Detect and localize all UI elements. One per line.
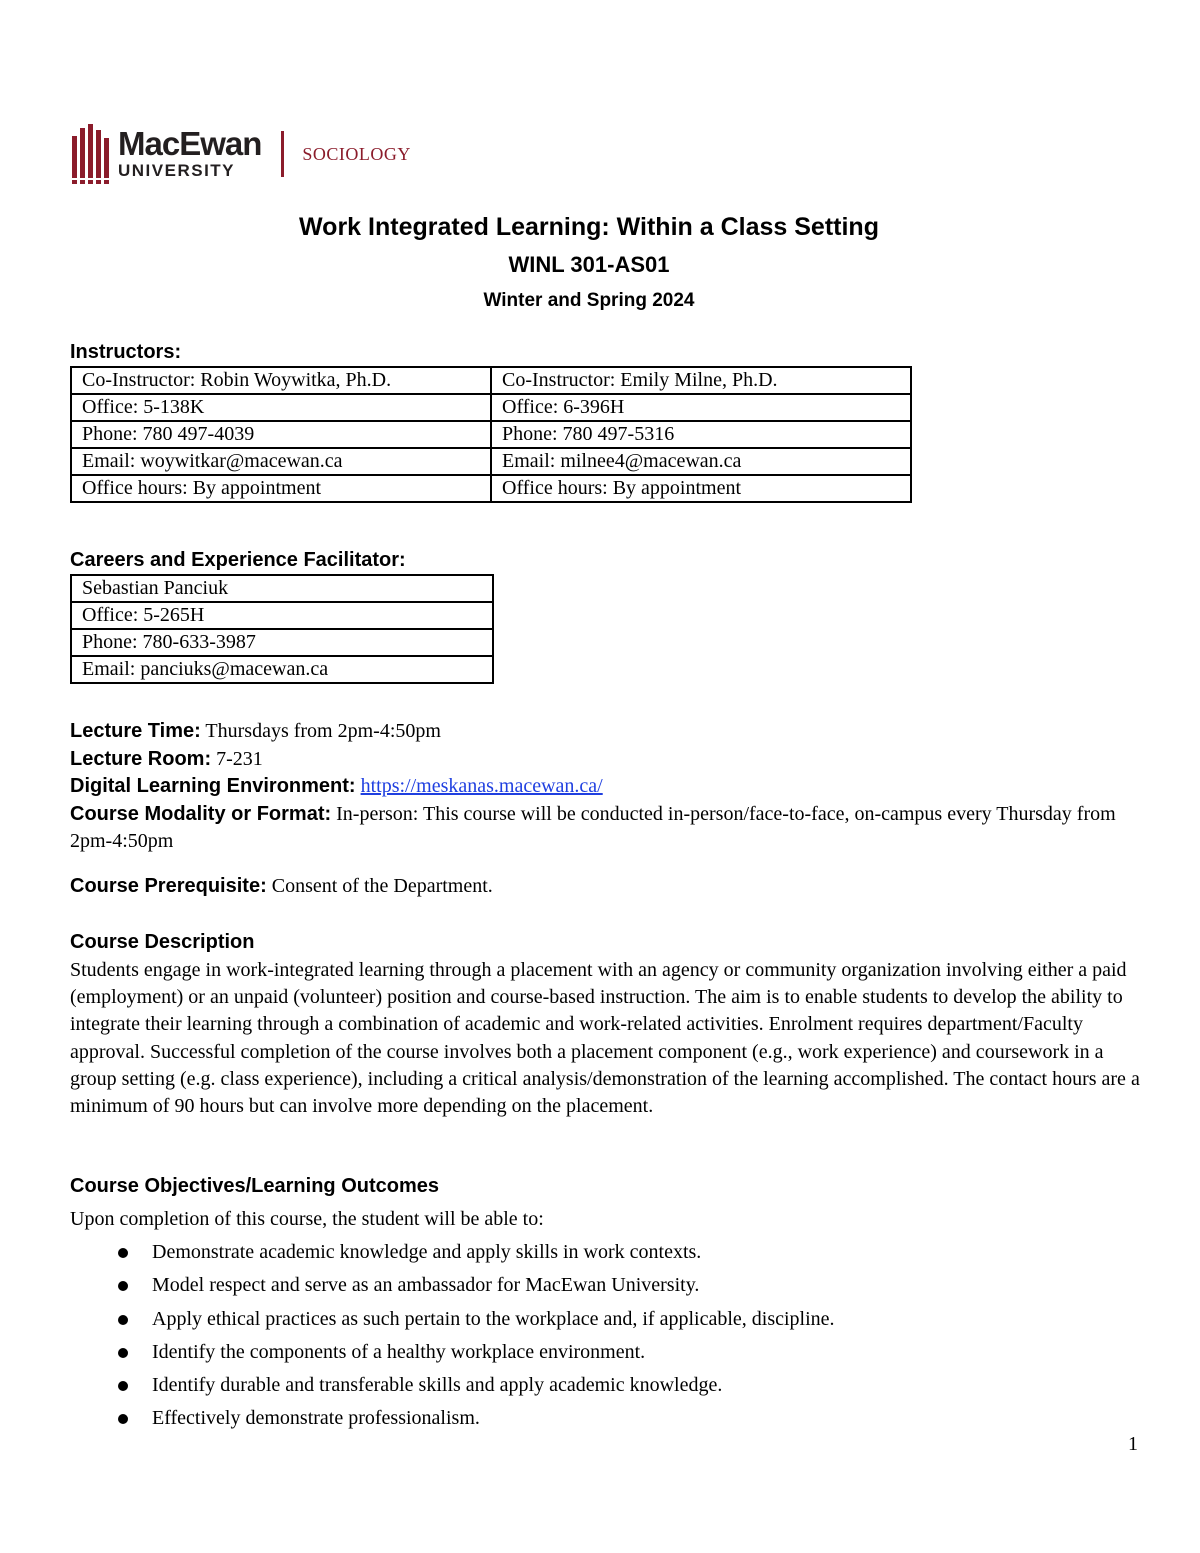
logo-department: SOCIOLOGY — [302, 143, 411, 164]
lecture-time — [70, 718, 1140, 746]
lecture-time-label: Lecture Time: — [70, 720, 201, 742]
macewan-logo-mark-icon — [70, 124, 110, 184]
table-row — [71, 448, 911, 475]
table-cell: Sebastian Panciuk — [71, 575, 493, 602]
bullet-icon — [118, 1248, 128, 1258]
logo-divider — [281, 131, 284, 177]
description-text: Students engage in work-integrated learning through a placement with an agency or community organization involving either a paid (employment) or an unpaid (volunteer) position and course-based instruction. The aim is to enable students to develop the ability to integrate their learning through a combination of academic and work-related activities. Enrolment requires department/Faculty approval. Successful completion of the course involves both a placement component (e.g., work experience) and coursework in a group setting (e.g. class experience), including a critical analysis/demonstration of the learning accomplished. The contact hours are a minimum of 90 hours but can involve more depending on the placement. — [70, 959, 1140, 1118]
table-row — [71, 656, 493, 683]
table-row — [71, 629, 493, 656]
logo-wordmark — [118, 127, 261, 181]
modality-value: In-person: This course will be conducted in-person/face-to-face, on-campus every Thursday from 2pm-4:50pm — [70, 802, 1116, 852]
list-item — [70, 1269, 1140, 1302]
course-prerequisite — [70, 873, 1140, 900]
bullet-icon — [118, 1281, 128, 1291]
facilitator-heading: Careers and Experience Facilitator: — [70, 549, 406, 571]
bullet-icon — [118, 1348, 128, 1358]
course-title-block — [0, 210, 1178, 316]
table-cell: Phone: 780 497-5316 — [491, 421, 911, 448]
bullet-icon — [118, 1315, 128, 1325]
page-number: 1 — [1128, 1433, 1138, 1455]
table-cell: Email: panciuks@macewan.ca — [71, 656, 493, 683]
instructors-table — [70, 366, 912, 503]
dle-link[interactable]: https://meskanas.macewan.ca/ — [360, 775, 603, 797]
table-cell: Office: 6-396H — [491, 394, 911, 421]
outcomes-intro: Upon completion of this course, the student will be able to: — [70, 1208, 544, 1230]
table-row — [71, 367, 911, 394]
list-item-text: Identify the components of a healthy workplace environment. — [152, 1340, 646, 1363]
table-cell: Office: 5-265H — [71, 602, 493, 629]
list-item — [70, 1303, 1140, 1336]
table-cell: Phone: 780-633-3987 — [71, 629, 493, 656]
table-cell: Co-Instructor: Emily Milne, Ph.D. — [491, 367, 911, 394]
lecture-room-label: Lecture Room: — [70, 747, 212, 770]
course-code: WINL 301-AS01 — [508, 252, 670, 277]
table-cell: Email: milnee4@macewan.ca — [491, 448, 911, 475]
list-item — [70, 1402, 1140, 1435]
table-cell: Office: 5-138K — [71, 394, 491, 421]
list-item — [70, 1336, 1140, 1369]
facilitator-table — [70, 574, 494, 684]
bullet-icon — [118, 1381, 128, 1391]
list-item-text: Model respect and serve as an ambassador for MacEwan University. — [152, 1274, 700, 1297]
table-row — [71, 602, 493, 629]
course-title: Work Integrated Learning: Within a Class Setting — [299, 213, 879, 241]
lecture-room-value: 7-231 — [211, 747, 263, 770]
lecture-room — [70, 746, 1140, 774]
modality-label: Course Modality or Format: — [70, 802, 332, 825]
digital-learning-environment — [70, 773, 1140, 801]
list-item-text: Identify durable and transferable skills and apply academic knowledge. — [152, 1374, 723, 1397]
prerequisite-label: Course Prerequisite: — [70, 875, 267, 897]
course-meta — [70, 718, 1140, 856]
list-item-text: Apply ethical practices as such pertain to the workplace and, if applicable, discipline. — [152, 1307, 835, 1330]
list-item — [70, 1236, 1140, 1269]
description-heading: Course Description — [70, 931, 255, 953]
table-cell: Co-Instructor: Robin Woywitka, Ph.D. — [71, 367, 491, 394]
instructors-heading: Instructors: — [70, 341, 182, 363]
list-item-text: Effectively demonstrate professionalism. — [152, 1407, 480, 1430]
table-cell: Phone: 780 497-4039 — [71, 421, 491, 448]
table-row — [71, 575, 493, 602]
list-item-text: Demonstrate academic knowledge and apply skills in work contexts. — [152, 1241, 702, 1263]
table-cell: Office hours: By appointment — [71, 475, 491, 502]
table-cell: Office hours: By appointment — [491, 475, 911, 502]
logo-name: MacEwan — [118, 125, 262, 162]
table-row — [71, 475, 911, 502]
table-row — [71, 421, 911, 448]
table-cell: Email: woywitkar@macewan.ca — [71, 448, 491, 475]
bullet-icon — [118, 1414, 128, 1424]
dle-label: Digital Learning Environment: — [70, 775, 356, 797]
macewan-logo — [70, 118, 411, 190]
table-row — [71, 394, 911, 421]
outcomes-heading: Course Objectives/Learning Outcomes — [70, 1175, 439, 1197]
prerequisite-value: Consent of the Department. — [266, 875, 493, 897]
lecture-time-value: Thursdays from 2pm-4:50pm — [200, 720, 441, 742]
logo-university: UNIVERSITY — [118, 161, 236, 180]
course-modality — [70, 801, 1140, 856]
list-item — [70, 1369, 1140, 1402]
outcomes-list — [70, 1236, 1140, 1436]
course-term: Winter and Spring 2024 — [483, 290, 695, 311]
